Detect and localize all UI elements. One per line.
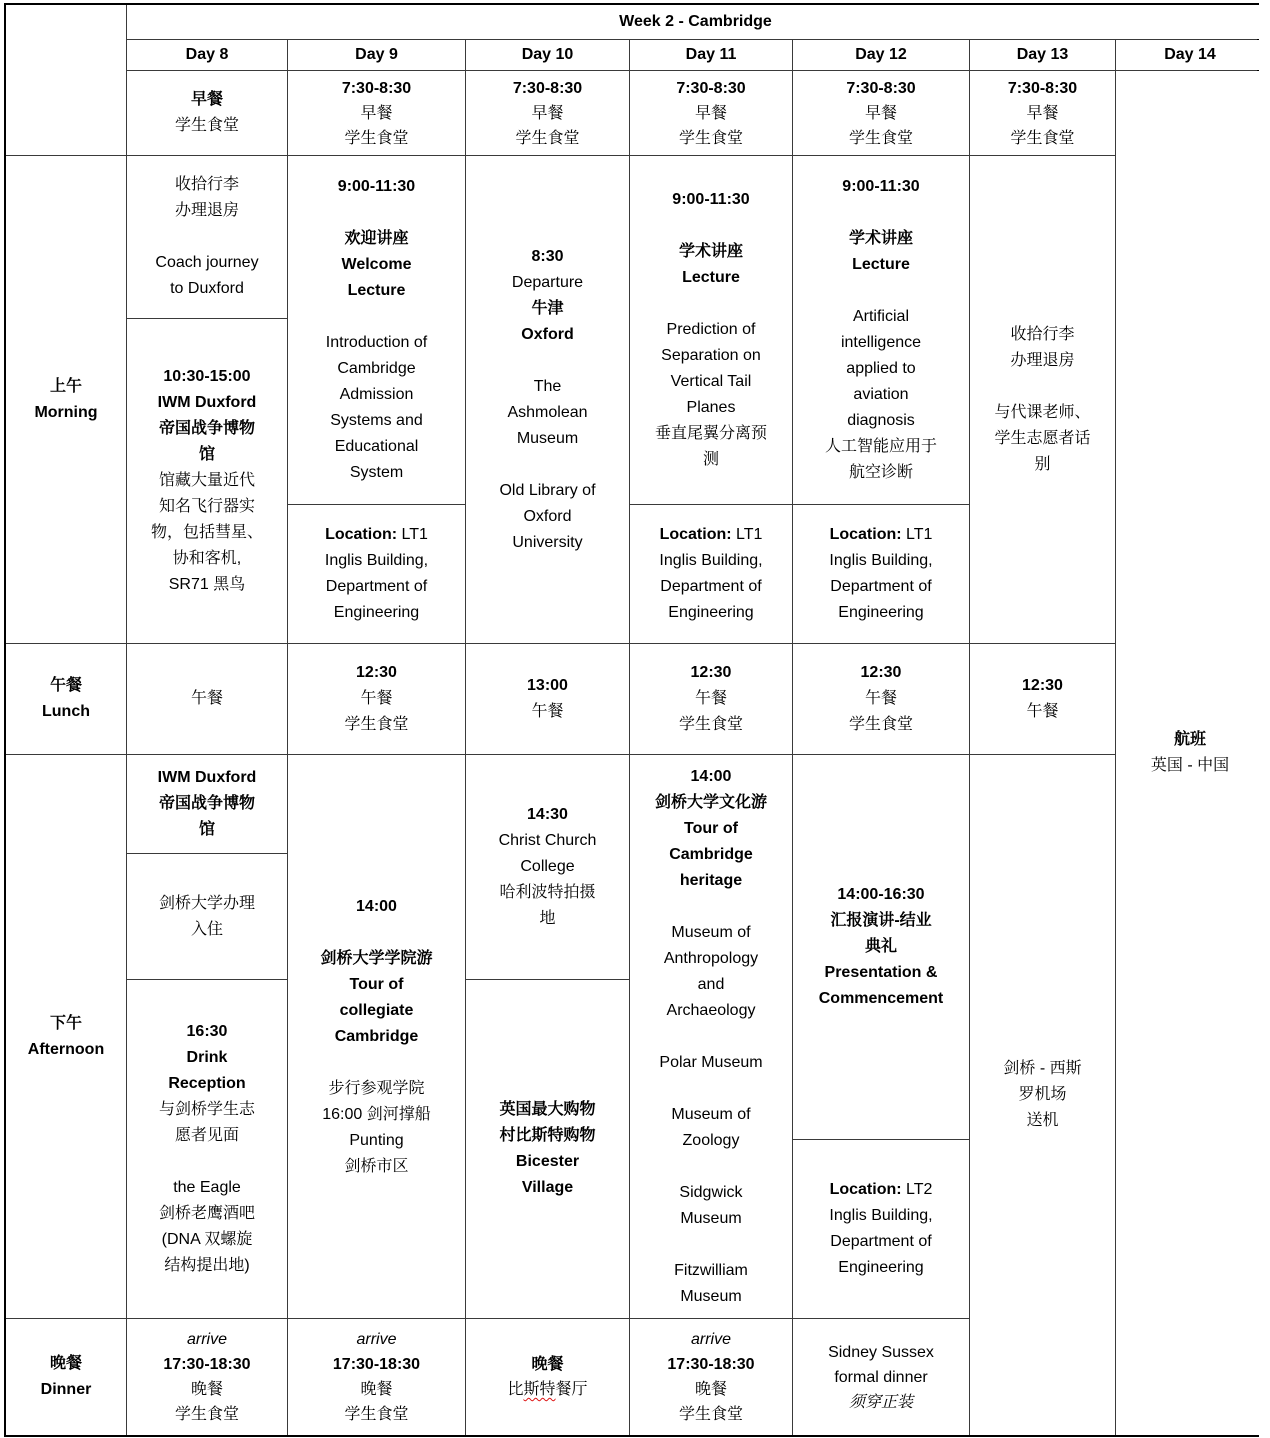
morning-day12-lecture-cell: 9:00-11:30 学术讲座 Lecture Artificial intelligence applied to aviation diagnosis 人工智能应用于 航空诊断 (793, 156, 969, 504)
afternoon-day9-college-tour-cell: 14:00 剑桥大学学院游 Tour of collegiate Cambridge 步行参观学院 16:00 剑河撑船 Punting 剑桥市区 (288, 755, 465, 1318)
afternoon-day8-drink-reception-cell: 16:30 Drink Reception 与剑桥学生志 愿者见面 the Eagle 剑桥老鹰酒吧 (DNA 双螺旋 结构提出地) (127, 980, 287, 1318)
morning-day9-welcome-lecture-cell: 9:00-11:30 欢迎讲座 Welcome Lecture Introduction of Cambridge Admission Systems and Educational System (288, 156, 465, 504)
dinner-day8-cell: arrive 17:30-18:30 晚餐 学生食堂 (127, 1319, 287, 1435)
morning-day9-location-cell: Location: LT1 Inglis Building, Department of Engineering (288, 505, 465, 643)
flight-day14-cell: 航班 英国 - 中国 (1116, 71, 1264, 1435)
breakfast-day9-cell: 7:30-8:30 早餐 学生食堂 (288, 71, 465, 155)
day-header-10: Day 10 (466, 40, 629, 70)
afternoon-day12-location-cell: Location: LT2 Inglis Building, Department of Engineering (793, 1140, 969, 1318)
morning-day10-oxford-cell: 8:30 Departure 牛津 Oxford The Ashmolean Museum Old Library of Oxford University (466, 156, 629, 643)
day-header-11: Day 11 (630, 40, 792, 70)
breakfast-day11-cell: 7:30-8:30 早餐 学生食堂 (630, 71, 792, 155)
day-header-13: Day 13 (970, 40, 1115, 70)
lunch-day11-cell: 12:30 午餐 学生食堂 (630, 644, 792, 754)
lunch-day12-cell: 12:30 午餐 学生食堂 (793, 644, 969, 754)
afternoon-day8-checkin-cell: 剑桥大学办理 入住 (127, 854, 287, 979)
afternoon-day12-presentation-cell: 14:00-16:30 汇报演讲-结业 典礼 Presentation & Commencement (793, 755, 969, 1139)
day-header-14: Day 14 (1116, 40, 1264, 70)
breakfast-day10-cell: 7:30-8:30 早餐 学生食堂 (466, 71, 629, 155)
lunch-day13-cell: 12:30 午餐 (970, 644, 1115, 754)
day-header-12: Day 12 (793, 40, 969, 70)
lunch-day9-cell: 12:30 午餐 学生食堂 (288, 644, 465, 754)
morning-day12-location-cell: Location: LT1 Inglis Building, Department of Engineering (793, 505, 969, 643)
afternoon-day10-bicester-cell: 英国最大购物 村比斯特购物 Bicester Village (466, 980, 629, 1318)
morning-day11-location-cell: Location: LT1 Inglis Building, Department of Engineering (630, 505, 792, 643)
breakfast-day8-cell: 早餐 学生食堂 (127, 71, 287, 155)
lunch-day8-cell: 午餐 (127, 644, 287, 754)
breakfast-day12-cell: 7:30-8:30 早餐 学生食堂 (793, 71, 969, 155)
afternoon-day8-iwm-cell: IWM Duxford 帝国战争博物 馆 (127, 755, 287, 853)
breakfast-day13-cell: 7:30-8:30 早餐 学生食堂 (970, 71, 1115, 155)
dinner-day12-cell: Sidney Sussex formal dinner 须穿正装 (793, 1319, 969, 1435)
row-label-morning: 上午 Morning (6, 156, 126, 643)
row-label-dinner: 晚餐 Dinner (6, 1319, 126, 1435)
morning-day11-lecture-cell: 9:00-11:30 学术讲座 Lecture Prediction of Separation on Vertical Tail Planes 垂直尾翼分离预 测 (630, 156, 792, 504)
row-label-afternoon: 下午 Afternoon (6, 755, 126, 1318)
dinner-day10-cell: 晚餐 比斯特餐厅 (466, 1319, 629, 1435)
week2-schedule-table (4, 3, 1259, 1437)
afternoon-day10-christ-church-cell: 14:30 Christ Church College 哈利波特拍摄 地 (466, 755, 629, 979)
corner-empty-cell (6, 5, 126, 155)
day-header-8: Day 8 (127, 40, 287, 70)
day-header-9: Day 9 (288, 40, 465, 70)
table-title: Week 2 - Cambridge (127, 5, 1264, 39)
morning-day8-iwm-duxford-cell: 10:30-15:00 IWM Duxford 帝国战争博物 馆 馆藏大量近代 知名飞行器实 物，包括彗星、 协和客机, SR71 黑鸟 (127, 319, 287, 643)
dinner-day9-cell: arrive 17:30-18:30 晚餐 学生食堂 (288, 1319, 465, 1435)
row-label-lunch: 午餐 Lunch (6, 644, 126, 754)
lunch-day10-cell: 13:00 午餐 (466, 644, 629, 754)
afternoon-day13-airport-transfer-cell: 剑桥 - 西斯 罗机场 送机 (970, 755, 1115, 1435)
afternoon-day11-heritage-tour-cell: 14:00 剑桥大学文化游 Tour of Cambridge heritage Museum of Anthropology and Archaeology Polar Museum Museum of Zoology Sidgwick Museum Fitzwilliam Museum (630, 755, 792, 1318)
dinner-day11-cell: arrive 17:30-18:30 晚餐 学生食堂 (630, 1319, 792, 1435)
morning-day8-checkout-cell: 收拾行李 办理退房 Coach journey to Duxford (127, 156, 287, 318)
morning-day13-farewell-cell: 收拾行李 办理退房 与代课老师、 学生志愿者话 别 (970, 156, 1115, 643)
